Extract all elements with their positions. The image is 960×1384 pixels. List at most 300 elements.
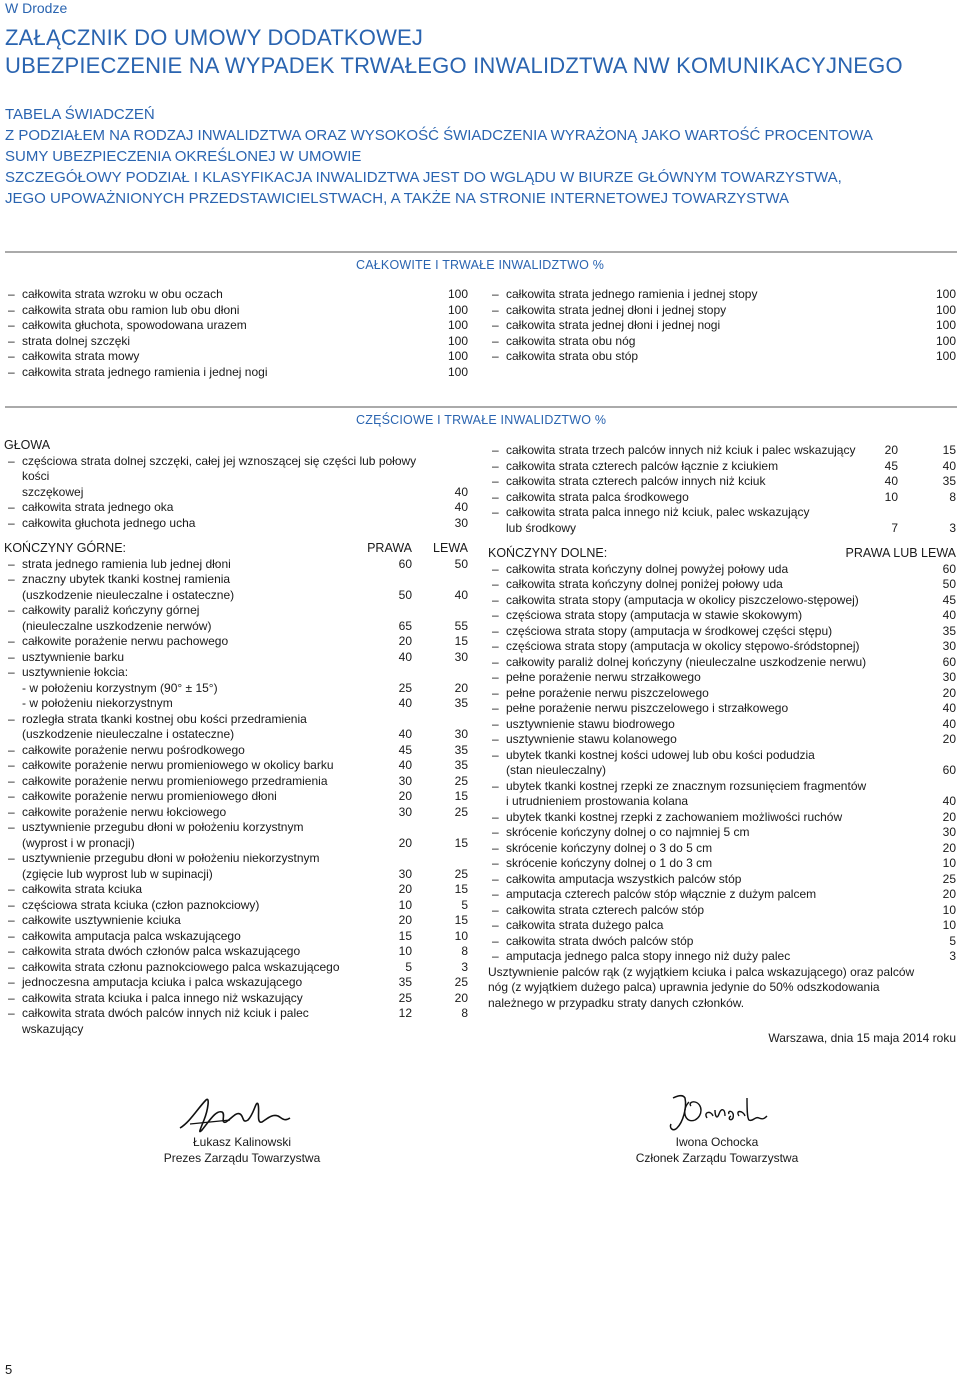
list-item: [488, 303, 956, 319]
list-item: [488, 505, 956, 521]
list-item: [4, 603, 468, 619]
item-text: (zgięcie lub wyprost lub w supinacji): [22, 866, 213, 881]
item-value: 30: [942, 670, 956, 684]
item-value: 40: [454, 484, 468, 499]
list-item: [4, 991, 468, 1007]
dash-marker: –: [492, 825, 499, 839]
item-value-left: 5: [461, 897, 468, 912]
item-text: całkowita strata jednego ramienia i jednej nogi: [22, 364, 268, 379]
item-value-right: 10: [398, 897, 412, 912]
item-text: usztywnienie stawu kolanowego: [506, 732, 677, 746]
item-text: całkowita strata czterech palców stóp: [506, 902, 705, 917]
item-value-left: 8: [461, 1006, 468, 1020]
list-item: [488, 318, 956, 334]
list-item: [488, 490, 956, 506]
dash-marker: –: [492, 654, 499, 669]
item-value-right: 40: [398, 758, 412, 772]
item-text: całkowita głuchota jednego ucha: [22, 515, 196, 530]
item-value-left: 25: [454, 773, 468, 788]
list-item: [4, 867, 468, 883]
item-value: 10: [942, 902, 956, 917]
list-item: [488, 903, 956, 919]
subtitle-line-3: SUMY UBEZPIECZENIA OKREŚLONEJ W UMOWIE: [5, 148, 362, 165]
document-title-line-1: ZAŁĄCZNIK DO UMOWY DODATKOWEJ: [5, 25, 424, 50]
note-line-2: nóg (z wyjątkiem dużego palca) uprawnia jedynie do 50% odszkodowania: [488, 980, 880, 994]
list-item: [4, 898, 468, 914]
item-text: całkowita strata kciuka i palca innego niż wskazujący: [22, 990, 303, 1005]
dash-marker: –: [492, 302, 499, 317]
item-value-right: 40: [398, 649, 412, 664]
item-text: usztywnienie przegubu dłoni w położeniu korzystnym: [22, 820, 304, 834]
item-value-right: 12: [398, 1006, 412, 1020]
list-item: [4, 588, 468, 604]
dash-marker: –: [492, 505, 499, 519]
list-item: [488, 349, 956, 365]
dash-marker: –: [492, 592, 499, 607]
item-value-right: 7: [891, 520, 898, 535]
list-item: [4, 665, 468, 681]
item-text: skrócenie kończyny dolnej o 3 do 5 cm: [506, 840, 713, 855]
item-value: 100: [935, 333, 956, 348]
list-item: [4, 287, 468, 303]
item-text: pełne porażenie nerwu strzałkowego: [506, 670, 701, 684]
dash-marker: –: [492, 902, 499, 917]
list-item: [488, 459, 956, 475]
dash-marker: –: [492, 933, 499, 948]
document-title-line-2: UBEZPIECZENIE NA WYPADEK TRWAŁEGO INWALIDZTWA NW KOMUNIKACYJNEGO: [5, 53, 903, 78]
list-item: [4, 944, 468, 960]
item-text: całkowite porażenie nerwu pachowego: [22, 634, 229, 648]
item-text: usztywnienie barku: [22, 649, 125, 664]
list-item: [488, 521, 956, 537]
dash-marker: –: [8, 820, 15, 834]
item-text: amputacja jednego palca stopy innego niż duży palec: [506, 949, 791, 963]
item-value-left: 25: [454, 866, 468, 881]
list-item: [4, 516, 468, 532]
list-item: [4, 1006, 468, 1037]
item-value: 45: [942, 592, 956, 607]
list-item: [4, 820, 468, 836]
list-item: [4, 851, 468, 867]
list-item: [4, 485, 468, 501]
dash-marker: –: [492, 443, 499, 457]
dash-marker: –: [8, 649, 15, 664]
item-text: całkowita strata obu nóg: [506, 333, 636, 348]
item-text: całkowite porażenie nerwu łokciowego: [22, 804, 227, 819]
list-item: [4, 913, 468, 929]
dash-marker: –: [492, 561, 499, 576]
dash-marker: –: [8, 515, 15, 530]
list-item: [4, 836, 468, 852]
item-value: 20: [942, 887, 956, 901]
dash-marker: –: [8, 556, 15, 571]
item-text: usztywnienie łokcia:: [22, 665, 129, 679]
list-item: [4, 500, 468, 516]
list-item: [488, 841, 956, 857]
item-value-left: 15: [454, 835, 468, 850]
item-value-right: 20: [398, 789, 412, 803]
item-value-right: 25: [398, 990, 412, 1005]
dash-marker: –: [492, 809, 499, 824]
dash-marker: –: [8, 804, 15, 819]
dash-marker: –: [492, 732, 499, 746]
lower-limbs-title: KOŃCZYNY DOLNE:: [488, 546, 608, 560]
list-item: [488, 918, 956, 934]
item-value-left: 35: [942, 474, 956, 488]
subtitle-line-1: TABELA ŚWIADCZEŃ: [5, 106, 155, 123]
item-text: całkowita strata mowy: [22, 349, 140, 363]
list-item: [488, 763, 956, 779]
item-text: - w położeniu korzystnym (90° ± 15°): [22, 680, 218, 695]
partial-left-column: [4, 438, 468, 1037]
item-text: całkowita strata palca środkowego: [506, 489, 689, 504]
item-value: 10: [942, 918, 956, 932]
item-text: jednoczesna amputacja kciuka i palca wskazującego: [22, 975, 303, 989]
item-text: całkowita strata czterech palców innych niż kciuk: [506, 474, 766, 488]
note-paragraph: [488, 965, 956, 1012]
dash-marker: –: [8, 634, 15, 648]
subtitle-line-4: SZCZEGÓŁOWY PODZIAŁ I KLASYFIKACJA INWALIDZTWA JEST DO WGLĄDU W BIURZE GŁÓWNYM TOWARZYSTWA,: [5, 169, 842, 186]
item-value-left: 35: [454, 742, 468, 757]
note-line-3: należnego w przypadku straty danych członków.: [488, 995, 745, 1010]
dash-marker: –: [8, 758, 15, 772]
item-value: 60: [942, 763, 956, 777]
dash-marker: –: [8, 773, 15, 788]
item-value-left: 40: [942, 458, 956, 473]
dash-marker: –: [492, 318, 499, 332]
item-value-right: 40: [398, 727, 412, 741]
item-value-left: 35: [454, 758, 468, 772]
item-value: 20: [942, 840, 956, 855]
item-value-right: 30: [398, 866, 412, 881]
item-text: strata jednego ramienia lub jednej dłoni: [22, 556, 231, 571]
item-value: 40: [454, 500, 468, 514]
dash-marker: –: [8, 500, 15, 514]
item-text: ubytek tkanki kostnej kości udowej lub obu kości podudzia: [506, 747, 815, 762]
list-item: [488, 934, 956, 950]
dash-marker: –: [492, 608, 499, 622]
item-value: 30: [942, 639, 956, 653]
item-text: usztywnienie stawu biodrowego: [506, 716, 675, 731]
item-text: całkowita strata kciuka: [22, 882, 143, 896]
dash-marker: –: [8, 789, 15, 803]
list-item: [4, 960, 468, 976]
place-and-date: Warszawa, dnia 15 maja 2014 roku: [768, 1031, 956, 1045]
dash-marker: –: [8, 897, 15, 912]
item-text: pełne porażenie nerwu piszczelowego i strzałkowego: [506, 701, 789, 715]
item-value-right: 40: [884, 474, 898, 488]
list-item: [488, 701, 956, 717]
list-item: [488, 887, 956, 903]
item-value: 40: [942, 701, 956, 715]
item-text: całkowita strata dwóch członów palca wskazującego: [22, 944, 301, 958]
item-text: lub środkowy: [506, 520, 577, 535]
item-value-right: 40: [398, 696, 412, 710]
dash-marker: –: [492, 887, 499, 901]
fingers-items-list: [488, 443, 956, 536]
list-item: [488, 856, 956, 872]
head-items-list: [4, 454, 468, 532]
item-value: 100: [935, 318, 956, 332]
item-text: całkowite porażenie nerwu promieniowego dłoni: [22, 789, 277, 803]
item-text: całkowita strata dużego palca: [506, 918, 664, 932]
item-text: całkowita amputacja wszystkich palców stóp: [506, 871, 742, 886]
item-value-left: 15: [454, 789, 468, 803]
item-text: pełne porażenie nerwu piszczelowego: [506, 685, 709, 700]
item-value-right: 65: [398, 618, 412, 633]
item-value-left: 10: [454, 928, 468, 943]
item-value-right: 30: [398, 773, 412, 788]
item-text: ubytek tkanki kostnej rzepki ze znacznym rozsunięciem fragmentów: [506, 778, 867, 793]
dash-marker: –: [8, 959, 15, 974]
item-text: całkowita strata jednej dłoni i jednej stopy: [506, 302, 727, 317]
dash-marker: –: [492, 685, 499, 700]
item-value: 20: [942, 685, 956, 700]
dash-marker: –: [8, 287, 15, 301]
list-item: [488, 670, 956, 686]
item-text: ubytek tkanki kostnej rzepki z zachowaniem możliwości ruchów: [506, 809, 843, 824]
list-item: [4, 572, 468, 588]
item-value-right: 45: [884, 458, 898, 473]
item-text: usztywnienie przegubu dłoni w położeniu niekorzystnym: [22, 851, 320, 865]
dash-marker: –: [8, 302, 15, 317]
item-text: częściowa strata stopy (amputacja w środkowej części stępu): [506, 623, 833, 638]
item-text: całkowita strata palca innego niż kciuk, palec wskazujący: [506, 505, 810, 519]
item-value-right: 15: [398, 928, 412, 943]
item-text: częściowa strata stopy (amputacja w stawie skokowym): [506, 608, 803, 622]
dash-marker: –: [492, 716, 499, 731]
item-value-right: 50: [398, 587, 412, 602]
item-text: całkowite porażenie nerwu promieniowego w okolicy barku: [22, 758, 334, 772]
list-item: [4, 681, 468, 697]
item-value-left: 8: [949, 489, 956, 504]
dash-marker: –: [492, 856, 499, 870]
item-value-left: 15: [454, 882, 468, 896]
list-item: [4, 805, 468, 821]
list-item: [488, 810, 956, 826]
page-number: 5: [5, 1362, 13, 1377]
list-item: [4, 712, 468, 728]
head-section-title: GŁOWA: [4, 438, 51, 452]
item-text: całkowita strata dwóch palców stóp: [506, 933, 694, 948]
list-item: [488, 334, 956, 350]
item-text: całkowita strata kończyny dolnej poniżej połowy uda: [506, 577, 783, 591]
dash-marker: –: [8, 975, 15, 989]
item-value: 100: [935, 302, 956, 317]
upper-limbs-header: [4, 541, 468, 557]
item-value: 40: [942, 608, 956, 622]
lower-value-header: PRAWA LUB LEWA: [845, 546, 956, 560]
item-value-left: 35: [454, 696, 468, 710]
item-value: 40: [942, 794, 956, 808]
list-item: [4, 365, 468, 381]
item-value-right: 20: [398, 882, 412, 896]
dash-marker: –: [492, 840, 499, 855]
item-value-left: 55: [454, 618, 468, 633]
item-text: (nieuleczalne uszkodzenie nerwów): [22, 618, 212, 633]
list-item: [4, 789, 468, 805]
dash-marker: –: [492, 670, 499, 684]
item-value-left: 25: [454, 804, 468, 819]
item-value-left: 15: [942, 443, 956, 457]
list-item: [488, 443, 956, 459]
dash-marker: –: [8, 453, 15, 468]
dash-marker: –: [8, 665, 15, 679]
list-item: [488, 949, 956, 965]
dash-marker: –: [8, 882, 15, 896]
subtitle-line-2: Z PODZIAŁEM NA RODZAJ INWALIDZTWA ORAZ WYSOKOŚĆ ŚWIADCZENIA WYRAŻONĄ JAKO WARTOŚĆ PROCENTOWA: [5, 127, 873, 144]
item-text: całkowita strata kończyny dolnej powyżej połowy uda: [506, 561, 789, 576]
upper-limbs-title: KOŃCZYNY GÓRNE:: [4, 541, 127, 555]
item-value-right: 5: [405, 959, 412, 974]
list-item: [488, 732, 956, 748]
dash-marker: –: [492, 871, 499, 886]
item-value-right: 30: [398, 804, 412, 819]
total-left-list: [4, 287, 468, 380]
dash-marker: –: [492, 474, 499, 488]
item-value-right: 45: [398, 742, 412, 757]
list-item: [4, 303, 468, 319]
item-text: - w położeniu niekorzystnym: [22, 696, 173, 710]
item-text: szczękowej: [22, 484, 84, 499]
list-item: [4, 634, 468, 650]
dash-marker: –: [8, 944, 15, 958]
item-text: strata dolnej szczęki: [22, 333, 131, 348]
dash-marker: –: [492, 623, 499, 638]
item-value: 100: [935, 287, 956, 301]
subtitle-line-5: JEGO UPOWAŻNIONYCH PRZEDSTAWICIELSTWACH, A TAKŻE NA STRONIE INTERNETOWEJ TOWARZYSTWA: [5, 190, 789, 207]
dash-marker: –: [492, 458, 499, 473]
item-text: całkowita głuchota, spowodowana urazem: [22, 318, 247, 332]
item-value-left: 20: [454, 680, 468, 695]
item-text: (stan nieuleczalny): [506, 763, 607, 777]
signature-block-1: [142, 1134, 342, 1166]
item-value-right: 20: [398, 634, 412, 648]
item-text: amputacja czterech palców stóp włącznie z dużym palcem: [506, 887, 817, 901]
list-item: [4, 454, 468, 485]
dash-marker: –: [492, 333, 499, 348]
list-item: [488, 794, 956, 810]
list-item: [4, 557, 468, 573]
list-item: [4, 774, 468, 790]
item-value-left: 15: [454, 634, 468, 648]
list-item: [4, 318, 468, 334]
item-text: całkowite usztywnienie kciuka: [22, 913, 181, 927]
item-text: całkowita strata obu ramion lub obu dłoni: [22, 302, 240, 317]
dash-marker: –: [492, 918, 499, 932]
section-divider-partial: [5, 406, 957, 408]
list-item: [4, 758, 468, 774]
item-text: całkowita strata trzech palców innych niż kciuk i palec wskazujący: [506, 443, 856, 457]
item-value: 60: [942, 561, 956, 576]
item-value-left: 3: [949, 520, 956, 535]
dash-marker: –: [492, 349, 499, 363]
list-item: [4, 975, 468, 991]
item-value: 30: [942, 825, 956, 839]
item-text: całkowita strata stopy (amputacja w okolicy piszczelowo-stępowej): [506, 592, 859, 607]
section-divider-total: [5, 251, 957, 253]
list-item: [4, 334, 468, 350]
dash-marker: –: [492, 287, 499, 301]
list-item: [488, 562, 956, 578]
dash-marker: –: [8, 603, 15, 617]
list-item: [488, 872, 956, 888]
partial-right-column: [488, 443, 956, 1011]
item-text: znaczny ubytek tkanki kostnej ramienia: [22, 572, 231, 586]
item-value: 100: [447, 318, 468, 332]
dash-marker: –: [492, 701, 499, 715]
item-text: (wyprost i w pronacji): [22, 835, 135, 850]
item-value: 35: [942, 623, 956, 638]
item-text: całkowite porażenie nerwu promieniowego przedramienia: [22, 773, 328, 788]
dash-marker: –: [492, 949, 499, 963]
lower-items-list: [488, 562, 956, 965]
item-value: 30: [454, 515, 468, 530]
partial-disability-heading: CZĘŚCIOWE I TRWAŁE INWALIDZTWO %: [356, 413, 607, 427]
note-line-1: Usztywnienie palców rąk (z wyjątkiem kciuka i palca wskazującego) oraz palców: [488, 964, 915, 979]
signatory-name-2: Iwona Ochocka: [675, 1135, 759, 1149]
item-value-left: 3: [461, 959, 468, 974]
signature-block-2: [617, 1134, 817, 1166]
item-value-right: 10: [884, 489, 898, 504]
item-value-left: 50: [454, 556, 468, 571]
list-item: [4, 696, 468, 712]
item-value: 100: [447, 302, 468, 317]
item-value-left: 40: [454, 587, 468, 602]
item-text: całkowita strata czterech palców łącznie z kciukiem: [506, 458, 779, 473]
list-item: [4, 349, 468, 365]
list-item: [488, 287, 956, 303]
total-right-list: [488, 287, 956, 365]
list-item: [488, 624, 956, 640]
item-value: 5: [949, 933, 956, 948]
item-value-left: 30: [454, 727, 468, 741]
item-value-right: 35: [398, 975, 412, 989]
item-value-right: 20: [398, 913, 412, 927]
list-item: [488, 655, 956, 671]
item-text: całkowita strata jednego oka: [22, 500, 174, 514]
item-text: częściowa strata dolnej szczęki, całej jej wznoszącej się części lub połowy kości: [22, 453, 417, 483]
total-disability-heading: CAŁKOWITE I TRWAŁE INWALIDZTWO %: [356, 258, 605, 272]
list-item: [488, 608, 956, 624]
list-item: [488, 686, 956, 702]
item-value: 100: [447, 333, 468, 348]
upper-items-list: [4, 557, 468, 1038]
list-item: [488, 577, 956, 593]
signatory-role-1: Prezes Zarządu Towarzystwa: [163, 1151, 321, 1165]
item-value-right: 10: [398, 944, 412, 958]
item-text: (uszkodzenie nieuleczalne i ostateczne): [22, 727, 235, 741]
list-item: [4, 727, 468, 743]
dash-marker: –: [8, 364, 15, 379]
item-text: całkowita amputacja palca wskazującego: [22, 928, 241, 943]
dash-marker: –: [492, 577, 499, 591]
item-value-left: 25: [454, 975, 468, 989]
brand-label: W Drodze: [5, 0, 68, 16]
dash-marker: –: [8, 572, 15, 586]
item-text: całkowita strata jednego ramienia i jednej stopy: [506, 287, 758, 301]
signature-image-1: [170, 1090, 310, 1140]
item-value: 25: [942, 871, 956, 886]
dash-marker: –: [8, 318, 15, 332]
dash-marker: –: [492, 489, 499, 504]
dash-marker: –: [8, 851, 15, 865]
item-text: skrócenie kończyny dolnej o co najmniej 5 cm: [506, 825, 750, 839]
list-item: [488, 639, 956, 655]
dash-marker: –: [8, 711, 15, 726]
item-value-right: 25: [398, 680, 412, 695]
item-text: całkowita strata obu stóp: [506, 349, 639, 363]
